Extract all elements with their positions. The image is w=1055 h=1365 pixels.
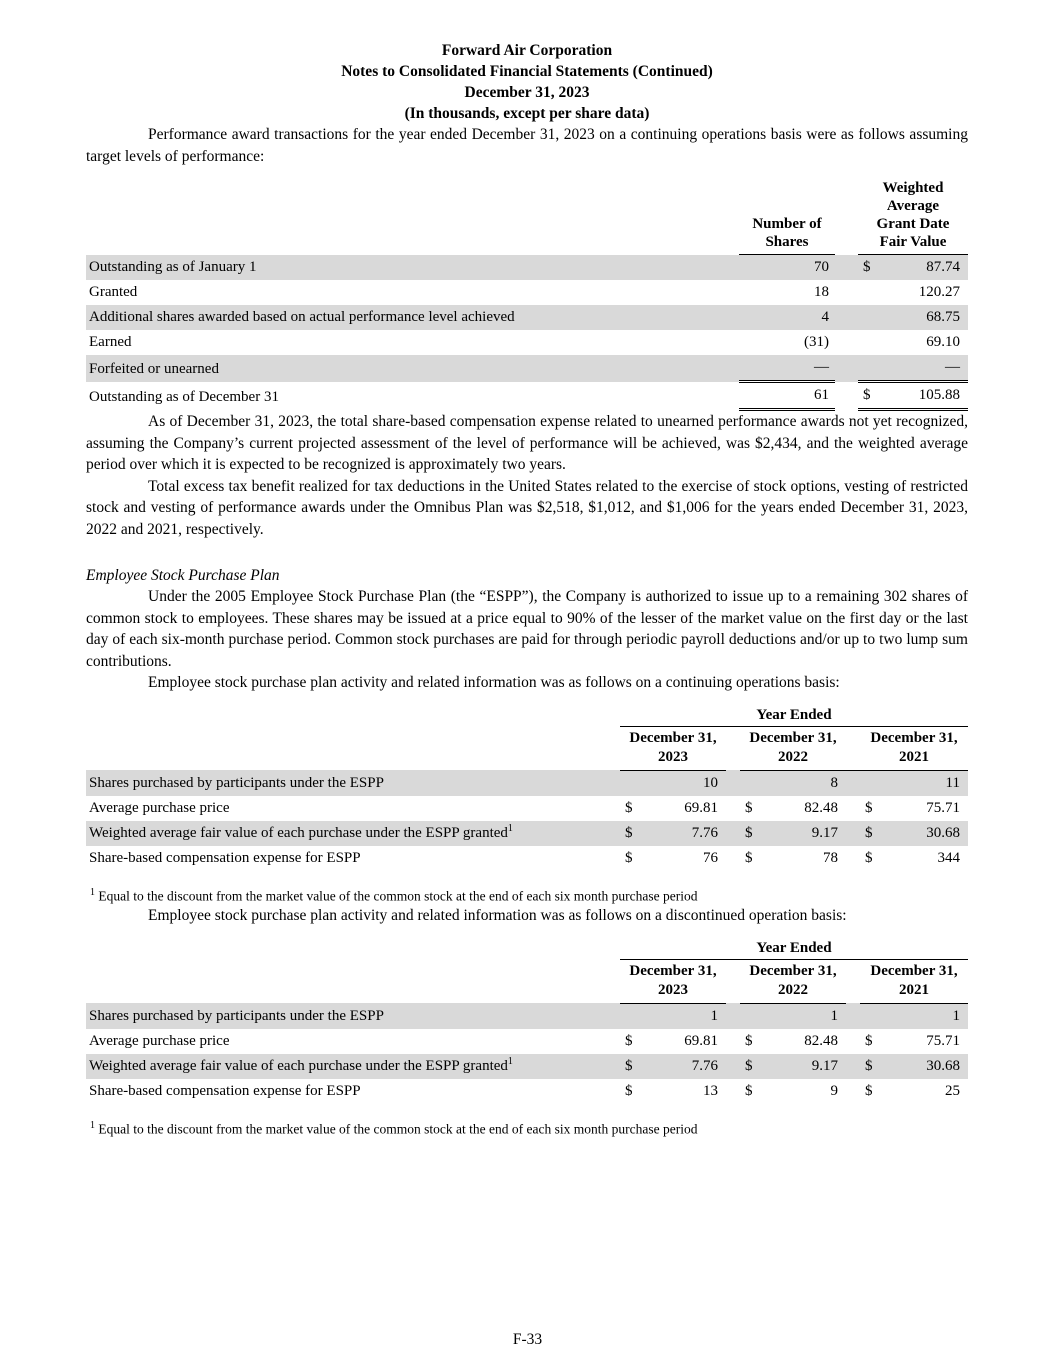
cell-label: Average purchase price bbox=[89, 799, 230, 816]
footnote-espp-discontinued: $^1$ Equal to the discount from the market value of the common stock at the end of each six month purchase period bbox=[90, 1119, 698, 1136]
cell-value-2021: 30.68 bbox=[886, 1054, 968, 1079]
table-row bbox=[86, 355, 968, 382]
column-header-dec-31-2022: December 31, 2022 bbox=[740, 959, 846, 1003]
spacer-cell bbox=[726, 796, 740, 821]
cell-label: Outstanding as of December 31 bbox=[89, 388, 279, 405]
cell-value-2023: 13 bbox=[702, 1082, 718, 1099]
page-title bbox=[86, 40, 968, 124]
cell-dollar-sign: $ bbox=[620, 1054, 646, 1079]
cell-dollar-sign bbox=[860, 770, 886, 796]
cell-value-2022: 78 bbox=[822, 849, 838, 866]
table-header-row bbox=[86, 726, 968, 770]
spacer-cell bbox=[726, 1079, 740, 1104]
paragraph-unearned-compensation: As of December 31, 2023, the total share-based compensation expense related to unearned performance awards not yet recognized, assuming the Company’s current projected assessment of the level of performance will be achieved, was $2,434, and the weighted average period over which it is expected to be recognized is approximately two years. bbox=[86, 413, 968, 473]
spacer-cell bbox=[726, 1029, 740, 1054]
table-header-row bbox=[86, 706, 968, 727]
cell-dollar-sign bbox=[858, 280, 884, 305]
cell-value-2023: 1 bbox=[646, 1003, 726, 1029]
cell-value-2023: 7.76 bbox=[646, 1054, 726, 1079]
cell-label: Granted bbox=[89, 284, 138, 300]
footnote-espp-continuing: $^1$ Equal to the discount from the market value of the common stock at the end of each six month purchase period bbox=[90, 886, 698, 903]
spacer-cell bbox=[726, 726, 740, 770]
column-header-dec-31-2022: December 31, 2022 bbox=[740, 726, 846, 770]
cell-value-2021: 75.71 bbox=[926, 1032, 960, 1049]
spacer-cell bbox=[835, 355, 858, 382]
spacer-cell bbox=[726, 1054, 740, 1079]
cell-dollar-sign: $ bbox=[860, 1054, 886, 1079]
cell-label: Average purchase price bbox=[89, 1032, 230, 1049]
spacer-cell bbox=[726, 821, 740, 846]
cell-dollar-sign: $ bbox=[620, 821, 646, 846]
cell-dollar-sign: $ bbox=[864, 799, 873, 816]
spacer-cell bbox=[846, 770, 860, 796]
spacer-cell bbox=[835, 255, 858, 281]
spacer-cell bbox=[846, 959, 860, 1003]
page-number: F-33 bbox=[512, 1331, 543, 1348]
cell-shares: 18 bbox=[814, 284, 829, 300]
table-row bbox=[86, 821, 968, 846]
cell-value-2021: 75.71 bbox=[926, 799, 960, 816]
column-header-year-ended: Year Ended bbox=[620, 706, 968, 727]
spacer-cell bbox=[846, 821, 860, 846]
cell-label: Earned bbox=[89, 334, 132, 350]
spacer-cell bbox=[846, 726, 860, 770]
cell-dollar-sign bbox=[860, 1003, 886, 1029]
spacer-cell bbox=[846, 1029, 860, 1054]
paragraph-excess-tax-benefit: Total excess tax benefit realized for tax deductions in the United States related to the exercise of stock options, vesting of restricted stock and vesting of performance awards under the Omnibus Plan was $2,518, $1,012, and $1,006 for the years ended December 31, 2023, 2022 and 2021, respectively. bbox=[86, 477, 968, 538]
cell-dollar-sign bbox=[740, 1003, 766, 1029]
cell-value-2021: 344 bbox=[937, 849, 960, 866]
espp-continuing-table bbox=[86, 706, 968, 871]
cell-dollar-sign: $ bbox=[864, 1082, 873, 1099]
footnote-marker: 1 bbox=[90, 886, 95, 898]
table-row bbox=[86, 1003, 968, 1029]
cell-value-2023: 69.81 bbox=[684, 799, 718, 816]
cell-value-2021: 1 bbox=[886, 1003, 968, 1029]
spacer-cell bbox=[846, 1079, 860, 1104]
cell-dollar-sign: $ bbox=[858, 255, 884, 281]
cell-fair-value: 69.10 bbox=[926, 334, 960, 350]
cell-dollar-sign: $ bbox=[744, 799, 753, 816]
column-header-dec-31-2023: December 31, 2023 bbox=[620, 726, 726, 770]
cell-fair-value: 68.75 bbox=[884, 305, 968, 330]
cell-value-2022: 82.48 bbox=[804, 1032, 838, 1049]
cell-dollar-sign bbox=[740, 770, 766, 796]
cell-label: Share-based compensation expense for ESPP bbox=[89, 1082, 361, 1099]
spacer-cell bbox=[846, 846, 860, 871]
column-header-dec-31-2021: December 31, 2021 bbox=[860, 959, 968, 1003]
cell-label: Weighted average fair value of each purchase under the ESPP granted$^1$ bbox=[86, 821, 620, 846]
cell-label: Additional shares awarded based on actual performance level achieved bbox=[86, 305, 739, 330]
table-row bbox=[86, 846, 968, 871]
cell-value-2022: 8 bbox=[766, 770, 846, 796]
cell-label: Forfeited or unearned bbox=[86, 355, 739, 382]
cell-fair-value: 105.88 bbox=[884, 382, 968, 410]
paragraph-espp-continuing-intro: Employee stock purchase plan activity and related information was as follows on a continuing operations basis: bbox=[148, 674, 840, 691]
table-row bbox=[86, 330, 968, 355]
cell-dollar-sign: $ bbox=[858, 382, 884, 410]
cell-shares: — bbox=[739, 355, 835, 382]
table-row bbox=[86, 280, 968, 305]
cell-dollar-sign bbox=[858, 330, 884, 355]
empty-header-cell bbox=[86, 726, 620, 770]
cell-value-2023: 76 bbox=[702, 849, 718, 866]
cell-fair-value: 120.27 bbox=[918, 284, 960, 300]
table-row bbox=[86, 796, 968, 821]
spacer-cell bbox=[726, 1003, 740, 1029]
column-header-grant-date-fair-value: Weighted Average Grant Date Fair Value bbox=[858, 179, 968, 255]
cell-dollar-sign bbox=[620, 770, 646, 796]
paragraph-espp-description: Under the 2005 Employee Stock Purchase Plan (the “ESPP”), the Company is authorized to issue up to a remaining 302 shares of common stock to employees. These shares may be issued at a price equal to 90% of the lesser of the market value on the first day or the last day of each six-month purchase period. Common stock purchases are paid for through periodic payroll deductions and/or up to two lump sum contributions. bbox=[86, 588, 968, 670]
cell-label: Share-based compensation expense for ESPP bbox=[89, 849, 361, 866]
cell-dollar-sign: $ bbox=[744, 1032, 753, 1049]
cell-value-2022: 9.17 bbox=[766, 1054, 846, 1079]
cell-value-2022: 82.48 bbox=[804, 799, 838, 816]
cell-value-2021: 30.68 bbox=[886, 821, 968, 846]
cell-shares: 61 bbox=[739, 382, 835, 410]
cell-label: Outstanding as of January 1 bbox=[86, 255, 739, 281]
spacer-cell bbox=[835, 280, 858, 305]
performance-awards-table bbox=[86, 179, 968, 411]
spacer-cell bbox=[726, 959, 740, 1003]
table-header-row bbox=[86, 959, 968, 1003]
cell-shares: 70 bbox=[739, 255, 835, 281]
table-header-row bbox=[86, 179, 968, 255]
spacer-cell bbox=[846, 796, 860, 821]
table-row bbox=[86, 255, 968, 281]
cell-dollar-sign: $ bbox=[860, 821, 886, 846]
spacer-cell bbox=[726, 770, 740, 796]
table-row bbox=[86, 305, 968, 330]
table-header-row bbox=[86, 939, 968, 960]
empty-header-cell bbox=[86, 939, 620, 960]
spacer-cell bbox=[835, 305, 858, 330]
cell-dollar-sign: $ bbox=[624, 1082, 633, 1099]
cell-dollar-sign bbox=[858, 305, 884, 330]
cell-dollar-sign: $ bbox=[744, 849, 753, 866]
spacer-cell bbox=[726, 846, 740, 871]
cell-dollar-sign: $ bbox=[624, 799, 633, 816]
cell-fair-value: 87.74 bbox=[884, 255, 968, 281]
cell-value-2023: 10 bbox=[646, 770, 726, 796]
document-title: Notes to Consolidated Financial Statements (Continued) bbox=[341, 63, 713, 80]
cell-label: Shares purchased by participants under the ESPP bbox=[86, 1003, 620, 1029]
cell-shares: 4 bbox=[739, 305, 835, 330]
cell-value-2021: 11 bbox=[886, 770, 968, 796]
cell-value-2023: 69.81 bbox=[684, 1032, 718, 1049]
table-row-total bbox=[86, 382, 968, 410]
column-header-year-ended: Year Ended bbox=[620, 939, 968, 960]
spacer-cell bbox=[846, 1054, 860, 1079]
cell-fair-value: — bbox=[884, 355, 968, 382]
empty-header-cell bbox=[86, 959, 620, 1003]
footnote-marker: 1 bbox=[90, 1119, 95, 1131]
spacer-cell bbox=[835, 179, 858, 255]
cell-dollar-sign: $ bbox=[864, 1032, 873, 1049]
cell-value-2021: 25 bbox=[945, 1082, 960, 1099]
cell-dollar-sign bbox=[858, 355, 884, 382]
cell-label: Weighted average fair value of each purchase under the ESPP granted$^1$ bbox=[86, 1054, 620, 1079]
spacer-cell bbox=[835, 382, 858, 410]
document-units-note: (In thousands, except per share data) bbox=[404, 105, 650, 122]
cell-dollar-sign: $ bbox=[624, 1032, 633, 1049]
cell-dollar-sign: $ bbox=[624, 849, 633, 866]
spacer-cell bbox=[835, 330, 858, 355]
table-row bbox=[86, 1029, 968, 1054]
cell-dollar-sign: $ bbox=[740, 1054, 766, 1079]
cell-value-2022: 1 bbox=[766, 1003, 846, 1029]
column-header-dec-31-2023: December 31, 2023 bbox=[620, 959, 726, 1003]
cell-value-2022: 9 bbox=[830, 1082, 838, 1099]
paragraph-espp-discontinued-intro: Employee stock purchase plan activity and related information was as follows on a discontinued operation basis: bbox=[148, 907, 847, 924]
table-row bbox=[86, 1054, 968, 1079]
empty-header-cell bbox=[86, 179, 739, 255]
company-name: Forward Air Corporation bbox=[441, 42, 613, 59]
paragraph-performance-awards-intro: Performance award transactions for the year ended December 31, 2023 on a continuing operations basis were as follows assuming target levels of performance: bbox=[86, 126, 968, 165]
cell-dollar-sign: $ bbox=[864, 849, 873, 866]
cell-label: Shares purchased by participants under the ESPP bbox=[86, 770, 620, 796]
column-header-dec-31-2021: December 31, 2021 bbox=[860, 726, 968, 770]
espp-discontinued-table bbox=[86, 939, 968, 1104]
cell-value-2022: 9.17 bbox=[766, 821, 846, 846]
table-row bbox=[86, 770, 968, 796]
cell-dollar-sign bbox=[620, 1003, 646, 1029]
cell-dollar-sign: $ bbox=[740, 821, 766, 846]
spacer-cell bbox=[846, 1003, 860, 1029]
cell-shares: (31) bbox=[804, 334, 829, 350]
column-header-number-of-shares: Number of Shares bbox=[739, 179, 835, 255]
cell-dollar-sign: $ bbox=[744, 1082, 753, 1099]
empty-header-cell bbox=[86, 706, 620, 727]
section-heading-espp: Employee Stock Purchase Plan bbox=[86, 567, 280, 584]
document-date: December 31, 2023 bbox=[464, 84, 590, 101]
cell-value-2023: 7.76 bbox=[646, 821, 726, 846]
table-row bbox=[86, 1079, 968, 1104]
